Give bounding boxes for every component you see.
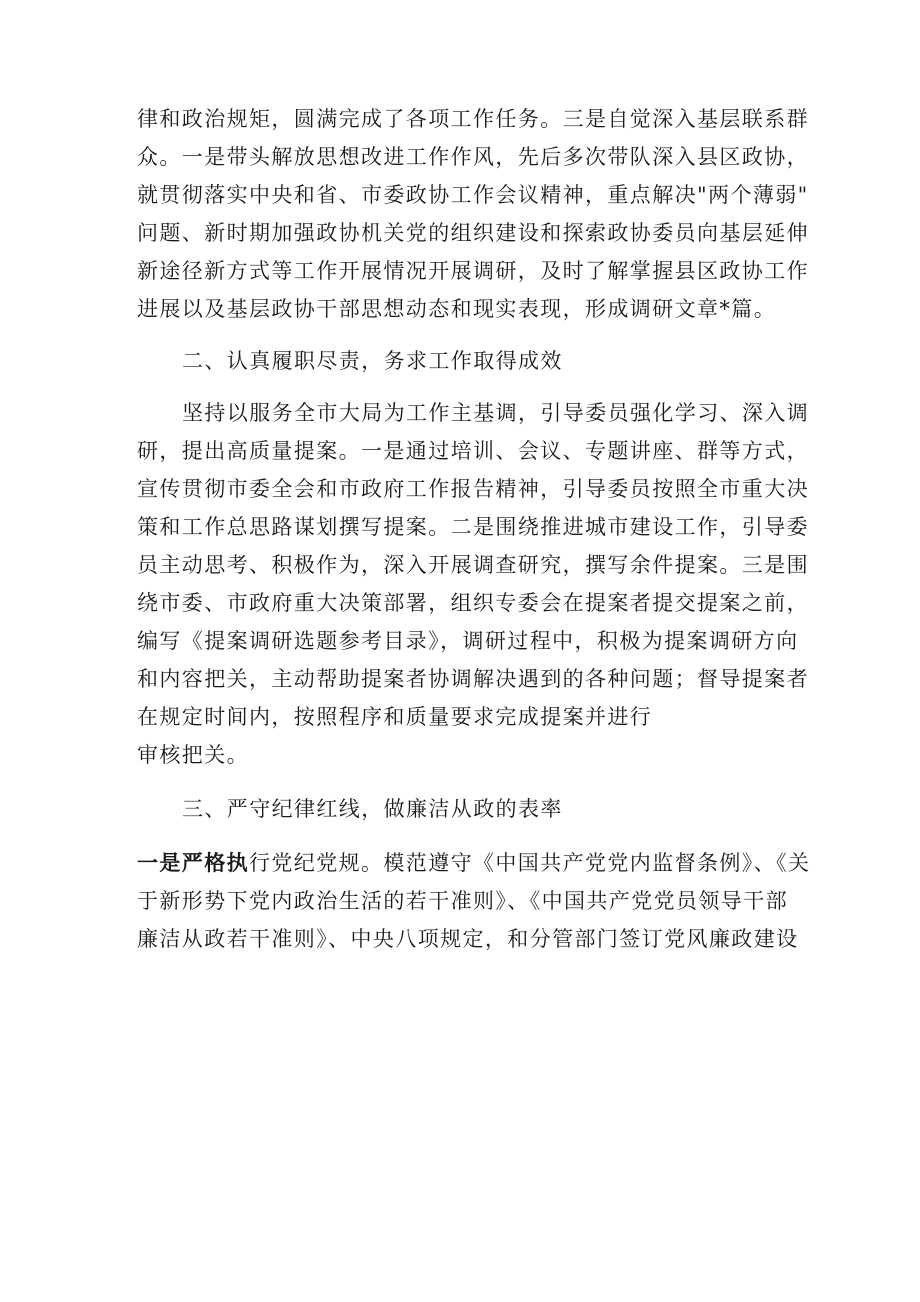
document-page <box>137 100 811 958</box>
text-line: 就贯彻落实中央和省、市委政协工作会议精神，重点解决"两个薄弱" <box>137 183 809 207</box>
text-line: 编写《提案调研选题参考目录》，调研过程中，积极为提案调研方向 <box>137 629 799 653</box>
bold-lead-text: 一是严格执 <box>137 850 249 875</box>
text-line: 律和政治规矩，圆满完成了各项工作任务。三是自觉深入基层联系群 <box>137 107 809 131</box>
text-line: 员主动思考、积极作为，深入开展调查研究，撰写余件提案。三是围 <box>137 553 809 577</box>
section-heading-2: 二、认真履职尽责，务求工作取得成效 <box>182 349 563 373</box>
text-line: 审核把关。 <box>137 743 249 767</box>
text-line: 研，提出高质量提案。一是通过培训、会议、专题讲座、群等方式， <box>137 439 809 463</box>
text-line: 廉洁从政若干准则》、中央八项规定，和分管部门签订党风廉政建设 <box>137 927 799 951</box>
text-line: 策和工作总思路谋划撰写提案。二是围绕推进城市建设工作，引导委 <box>137 515 809 539</box>
paragraph-section-3 <box>137 844 811 958</box>
text-line <box>137 844 811 882</box>
text-line: 众。一是带头解放思想改进工作作风，先后多次带队深入县区政协， <box>137 145 809 169</box>
paragraph-section-2 <box>137 394 810 774</box>
text-line-rest: 行党纪党规。模范遵守《中国共产党党内监督条例》、《关 <box>249 851 811 875</box>
text-line: 在规定时间内，按照程序和质量要求完成提案并进行 <box>137 705 653 729</box>
text-line: 问题、新时期加强政协机关党的组织建设和探索政协委员向基层延伸 <box>137 221 809 245</box>
text-line: 进展以及基层政协干部思想动态和现实表现，形成调研文章*篇。 <box>137 297 777 321</box>
text-line: 宣传贯彻市委全会和市政府工作报告精神，引导委员按照全市重大决 <box>137 477 809 501</box>
section-heading-3: 三、严守纪律红线，做廉洁从政的表率 <box>182 797 563 821</box>
text-line: 新途径新方式等工作开展情况开展调研，及时了解掌握县区政协工作 <box>137 259 809 283</box>
text-line: 坚持以服务全市大局为工作主基调，引导委员强化学习、深入调 <box>182 401 810 425</box>
text-line: 和内容把关，主动帮助提案者协调解决遇到的各种问题；督导提案者 <box>137 667 809 691</box>
text-line: 绕市委、市政府重大决策部署，组织专委会在提案者提交提案之前， <box>137 591 809 615</box>
text-line: 于新形势下党内政治生活的若干准则》、《中国共产党党员领导干部 <box>137 889 788 913</box>
paragraph-continuation <box>137 100 809 328</box>
